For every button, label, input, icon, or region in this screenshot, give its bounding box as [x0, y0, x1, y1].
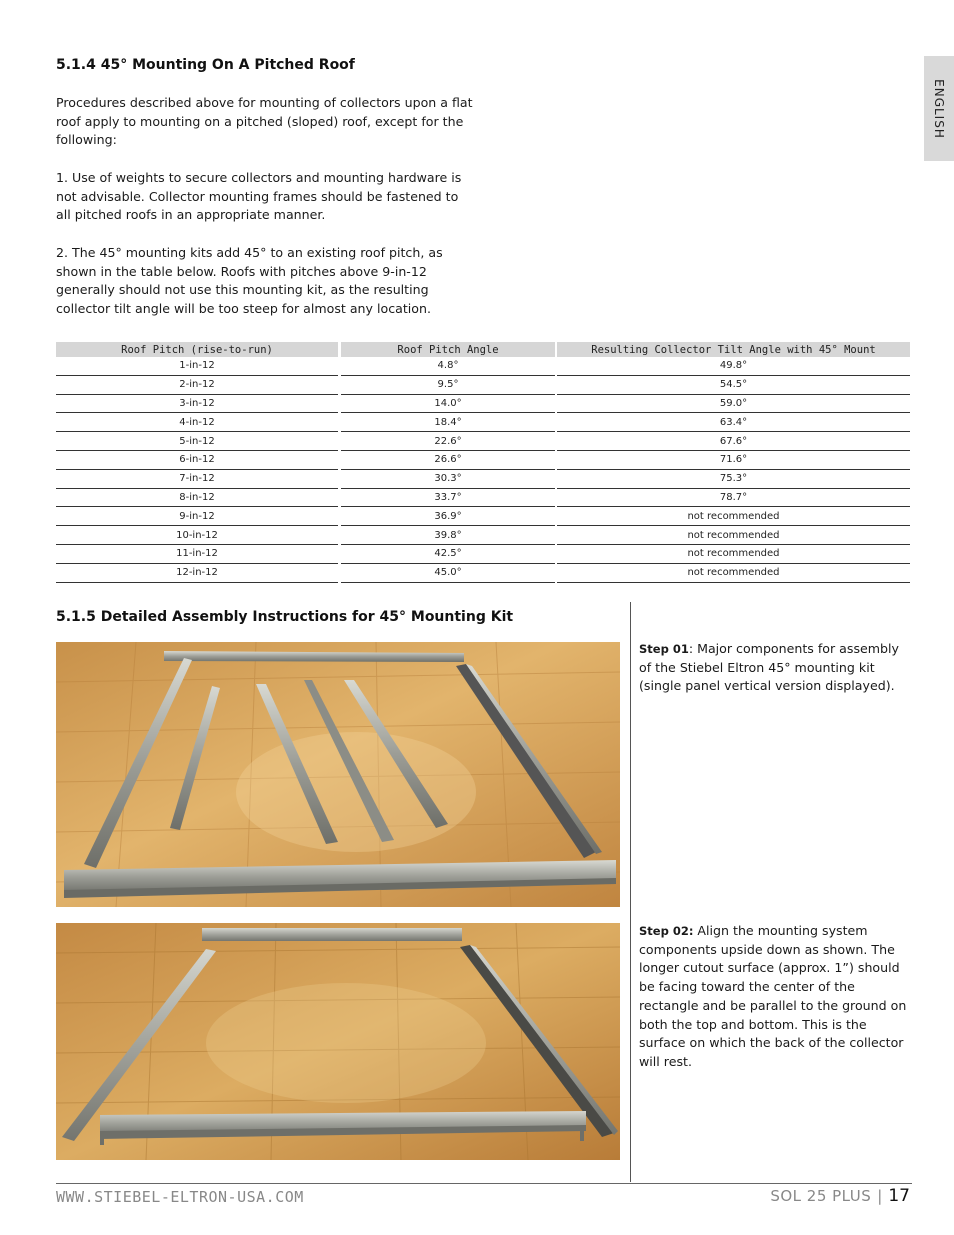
- cell-roof-pitch: 9-in-12: [56, 507, 338, 526]
- cell-pitch-angle: 39.8°: [341, 526, 555, 545]
- step-01-label: Step 01: [639, 642, 689, 656]
- column-header-roof-pitch: Roof Pitch (rise-to-run): [56, 342, 338, 357]
- cell-roof-pitch: 11-in-12: [56, 545, 338, 564]
- cell-pitch-angle: 42.5°: [341, 545, 555, 564]
- footer-separator: |: [877, 1187, 883, 1205]
- cell-roof-pitch: 12-in-12: [56, 564, 338, 583]
- list-item-1: 1. Use of weights to secure collectors and mounting hardware is not advisable. Collector mounting frames should be fastened to all pitched roofs in an appropriate manner.: [56, 170, 462, 223]
- step-02-text: Align the mounting system components upside down as shown. The longer cutout surface (approx. 1”) should be facing toward the center of the rectangle and be parallel to the ground on both the top and bottom. This is the surface on which the back of the collector will rest.: [639, 923, 907, 1069]
- cell-pitch-angle: 4.8°: [341, 357, 555, 376]
- step-01-photo: [56, 642, 620, 907]
- cell-tilt-angle: not recommended: [557, 507, 910, 526]
- cell-tilt-angle: not recommended: [557, 545, 910, 564]
- cell-tilt-angle: 54.5°: [557, 376, 910, 395]
- table-row: [56, 357, 910, 376]
- section-heading-5-1-4: 5.1.4 45° Mounting On A Pitched Roof: [56, 57, 355, 73]
- table-row: [56, 451, 910, 470]
- page-number: 17: [888, 1186, 910, 1206]
- cell-tilt-angle: 67.6°: [557, 432, 910, 451]
- cell-pitch-angle: 33.7°: [341, 489, 555, 508]
- cell-pitch-angle: 30.3°: [341, 470, 555, 489]
- cell-roof-pitch: 5-in-12: [56, 432, 338, 451]
- intro-paragraph: Procedures described above for mounting of collectors upon a flat roof apply to mounting on a pitched (sloped) roof, except for the following:: [56, 95, 473, 148]
- column-header-pitch-angle: Roof Pitch Angle: [341, 342, 555, 357]
- cell-roof-pitch: 2-in-12: [56, 376, 338, 395]
- table-row: [56, 432, 910, 451]
- cell-roof-pitch: 1-in-12: [56, 357, 338, 376]
- roof-pitch-table: [56, 342, 910, 583]
- cell-pitch-angle: 9.5°: [341, 376, 555, 395]
- table-row: [56, 470, 910, 489]
- cell-tilt-angle: 75.3°: [557, 470, 910, 489]
- cell-roof-pitch: 7-in-12: [56, 470, 338, 489]
- table-row: [56, 526, 910, 545]
- cell-roof-pitch: 8-in-12: [56, 489, 338, 508]
- section-heading-5-1-5: 5.1.5 Detailed Assembly Instructions for 45° Mounting Kit: [56, 609, 514, 625]
- cell-roof-pitch: 4-in-12: [56, 413, 338, 432]
- step-02-label: Step 02:: [639, 924, 694, 938]
- table-row: [56, 376, 910, 395]
- cell-pitch-angle: 45.0°: [341, 564, 555, 583]
- step-01-description: [639, 640, 914, 696]
- cell-pitch-angle: 22.6°: [341, 432, 555, 451]
- table-row: [56, 507, 910, 526]
- footer-rule: [56, 1183, 912, 1184]
- cell-tilt-angle: 71.6°: [557, 451, 910, 470]
- cell-roof-pitch: 10-in-12: [56, 526, 338, 545]
- step-01-text: : Major components for assembly of the Stiebel Eltron 45° mounting kit (single panel vertical version displayed).: [639, 641, 899, 694]
- footer-model-name: SOL 25 PLUS: [770, 1187, 872, 1205]
- table-row: [56, 545, 910, 564]
- cell-pitch-angle: 14.0°: [341, 395, 555, 414]
- cell-tilt-angle: 49.8°: [557, 357, 910, 376]
- table-row: [56, 395, 910, 414]
- table-row: [56, 413, 910, 432]
- list-item-2: 2. The 45° mounting kits add 45° to an existing roof pitch, as shown in the table below. Roofs with pitches above 9-in-12 generally should not use this mounting kit, as the resulting collector tilt angle will be too steep for almost any location.: [56, 245, 443, 317]
- language-tab: [924, 56, 954, 161]
- cell-roof-pitch: 3-in-12: [56, 395, 338, 414]
- language-tab-label: ENGLISH: [932, 78, 947, 139]
- footer-right: [770, 1186, 910, 1206]
- table-header-row: [56, 342, 910, 357]
- step-02-photo: [56, 923, 620, 1160]
- cell-roof-pitch: 6-in-12: [56, 451, 338, 470]
- cell-pitch-angle: 36.9°: [341, 507, 555, 526]
- step-02-description: [639, 922, 914, 1072]
- table-row: [56, 489, 910, 508]
- column-header-tilt-angle: Resulting Collector Tilt Angle with 45° Mount: [557, 342, 910, 357]
- cell-pitch-angle: 26.6°: [341, 451, 555, 470]
- cell-tilt-angle: 63.4°: [557, 413, 910, 432]
- column-divider: [630, 602, 631, 1182]
- cell-tilt-angle: not recommended: [557, 526, 910, 545]
- cell-tilt-angle: 59.0°: [557, 395, 910, 414]
- table-row: [56, 564, 910, 583]
- cell-tilt-angle: 78.7°: [557, 489, 910, 508]
- cell-pitch-angle: 18.4°: [341, 413, 555, 432]
- cell-tilt-angle: not recommended: [557, 564, 910, 583]
- footer-website-link[interactable]: WWW.STIEBEL-ELTRON-USA.COM: [56, 1188, 304, 1206]
